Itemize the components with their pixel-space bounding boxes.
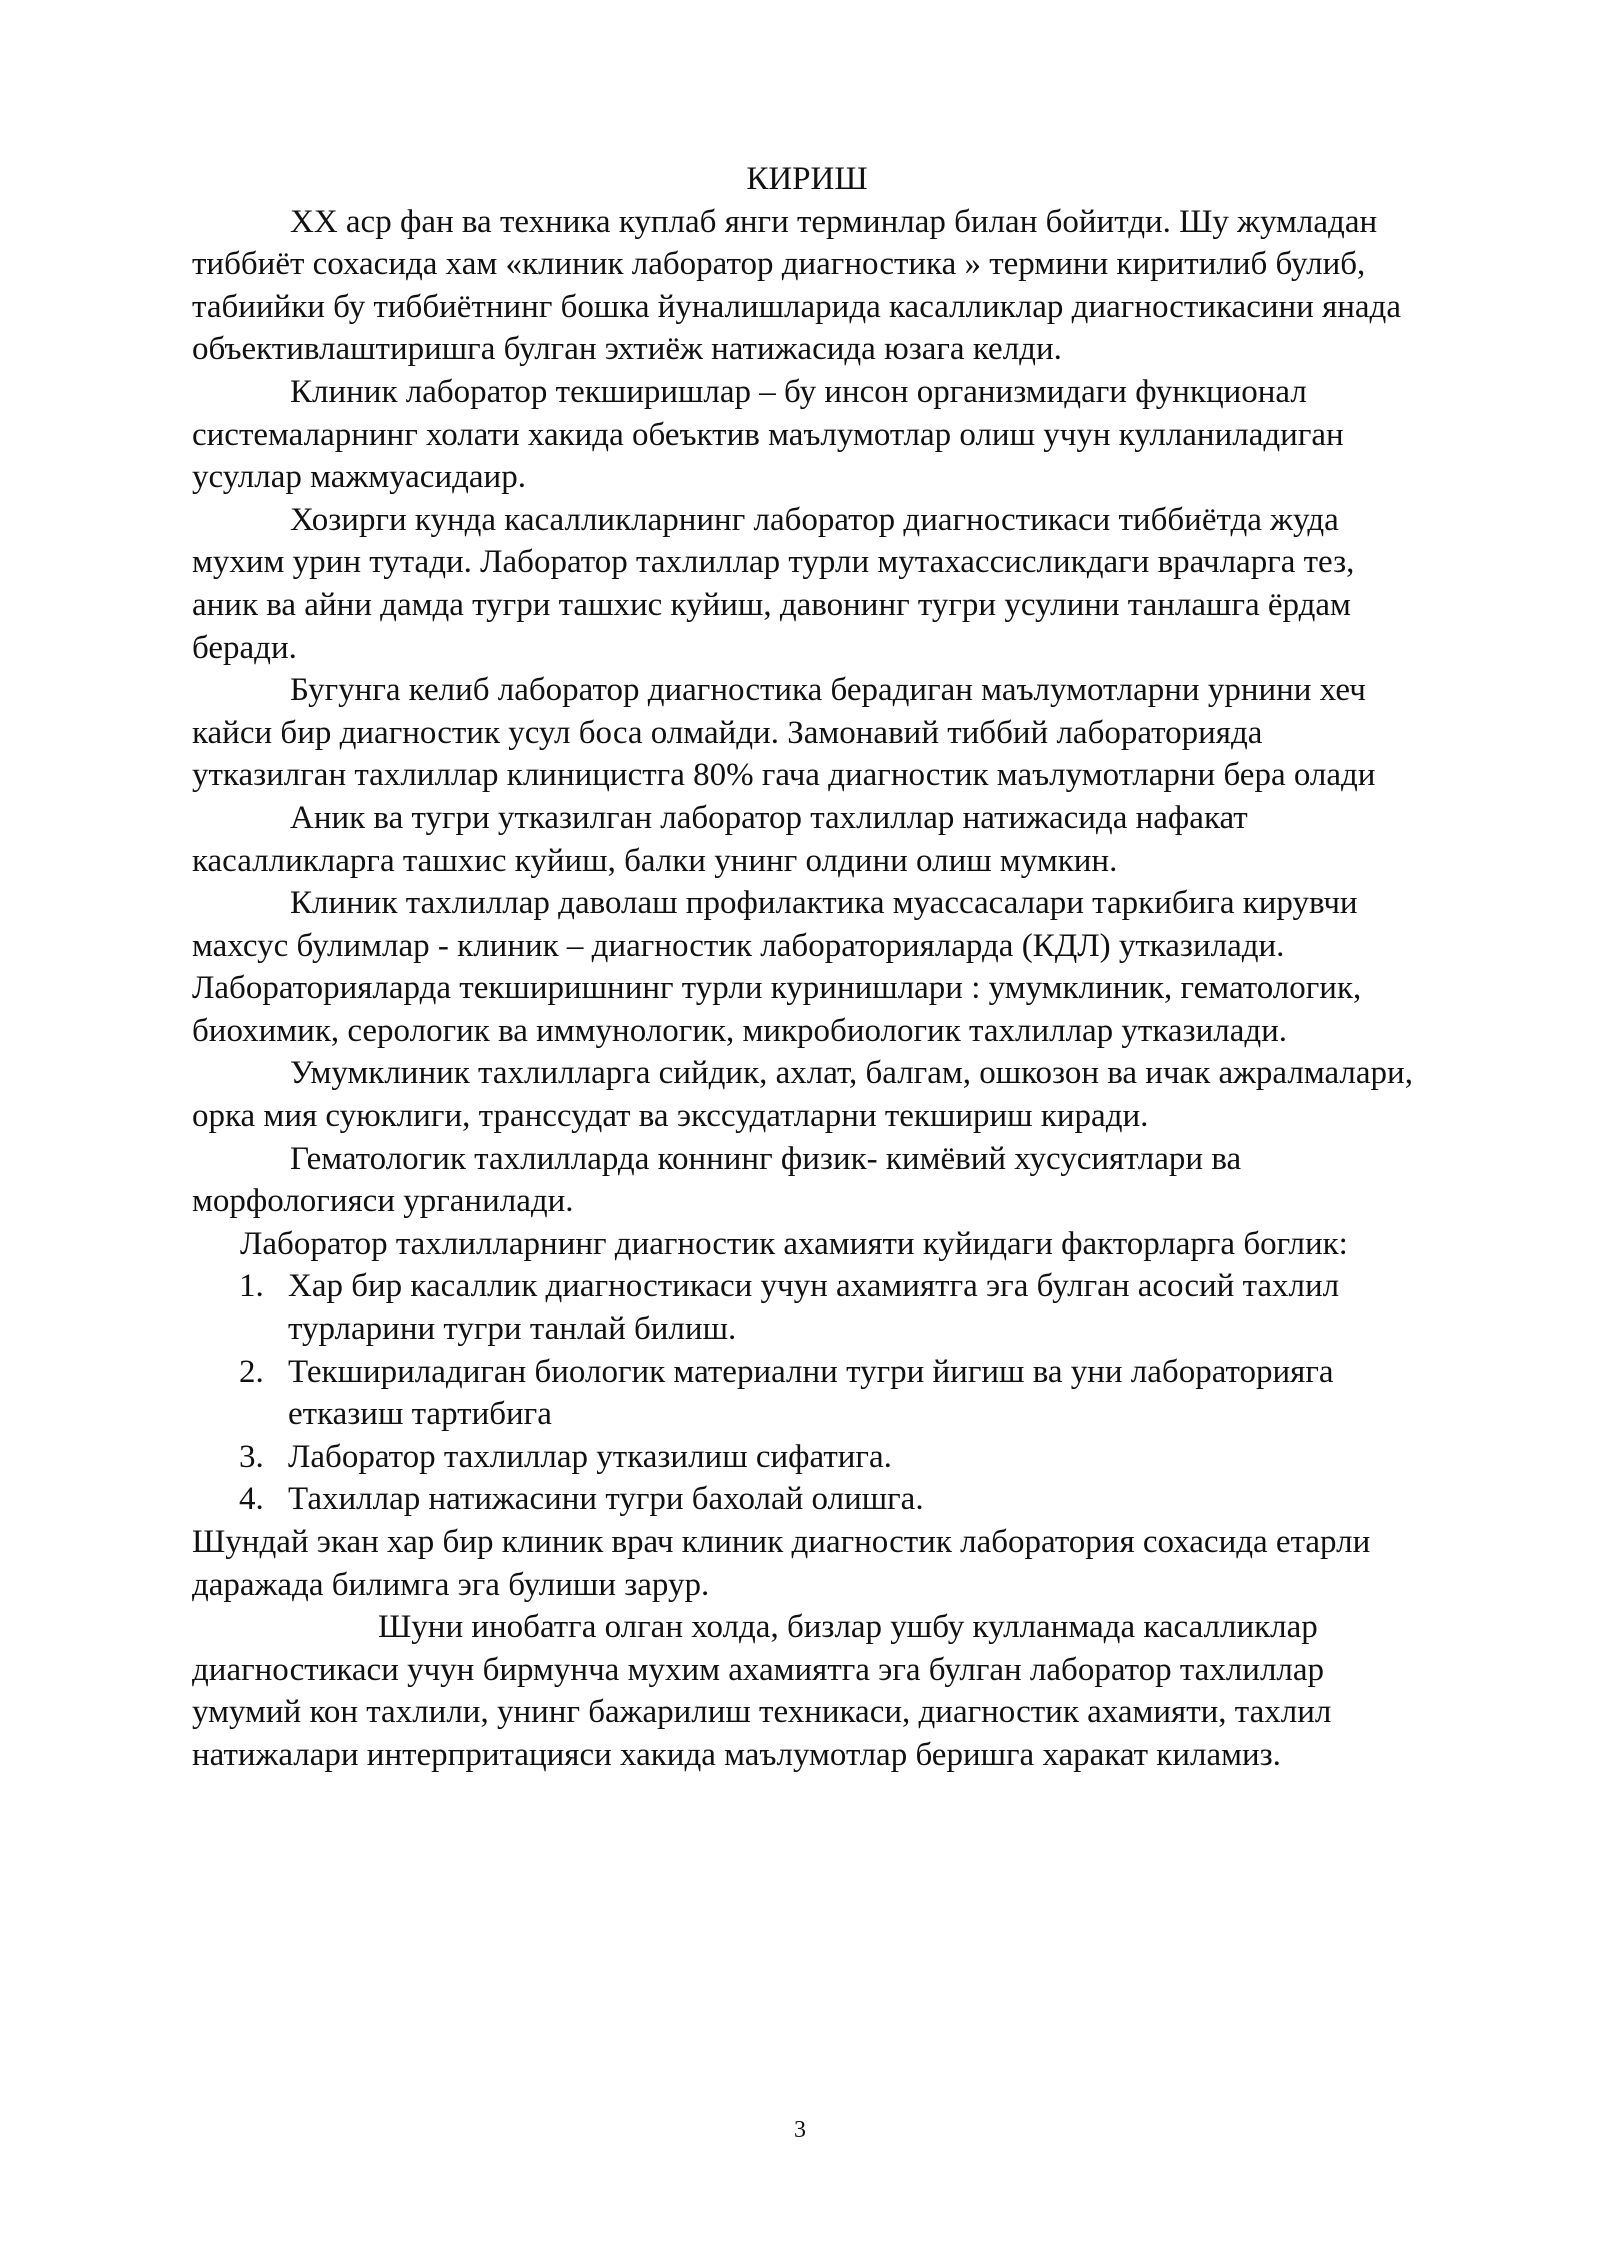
paragraph: Аник ва тугри утказилган лаборатор тахлиллар натижасида нафакат касалликларга ташхис куйиш, балки унинг олдини олиш мумкин. — [192, 799, 1248, 879]
list-number: 3. — [239, 1438, 264, 1475]
factors-intro: Лаборатор тахлилларнинг диагностик ахамияти куйидаги факторларга боглик: — [240, 1225, 1348, 1262]
final-paragraph: Шуни инобатга олган холда, бизлар ушбу кулланмада касалликлар диагностикаси учун бирмунча мухим ахамиятга эга булган лаборатор тахлиллар умумий кон тахлили, унинг бажарилиш техникаси, диагностик ахамияти, тахлил натижалари интерпритацияси хакида маълумотлар беришга харакат киламиз. — [192, 1609, 1332, 1773]
list-item-text: Текшириладиган биологик материални тугри йигиш ва уни лабораторияга етказиш тартибига — [288, 1353, 1334, 1433]
page-number: 3 — [794, 2117, 806, 2143]
list-number: 1. — [239, 1268, 264, 1305]
page-title: КИРИШ — [746, 161, 868, 197]
list-item-text: Тахиллар натижасини тугри бахолай олишга. — [288, 1481, 924, 1518]
conclusion-paragraph: Шундай экан хар бир клиник врач клиник диагностик лаборатория сохасида етарли даражада билимга эга булиши зарур. — [192, 1524, 1371, 1603]
paragraph: XX аср фан ва техника куплаб янги терминлар билан бойитди. Шу жумладан тиббиёт сохасида хам «клиник лаборатор диагностика » термини киритилиб булиб, табиийки бу тиббиётнинг бошка йуналишларида касалликлар диагностикасини янада объективлаштиришга булган эхтиёж натижасида юзага келди. — [192, 203, 1401, 368]
paragraph: Гематологик тахлилларда коннинг физик- кимёвий хусусиятлари ва морфологияси урганилади. — [192, 1140, 1242, 1220]
paragraph: Клиник лаборатор текширишлар – бу инсон организмидаги функционал системаларнинг холати хакида обеъктив маълумотлар олиш учун кулланиладиган усуллар мажмуасидаир. — [192, 373, 1344, 496]
document-body — [192, 158, 1422, 1777]
list-item — [192, 1478, 1422, 1521]
list-item-text: Лаборатор тахлиллар утказилиш сифатига. — [288, 1438, 892, 1475]
factors-list — [192, 1265, 1422, 1521]
list-number: 4. — [239, 1481, 264, 1518]
list-number: 2. — [239, 1353, 264, 1390]
list-item — [192, 1351, 1422, 1436]
paragraph: Хозирги кунда касалликларнинг лаборатор диагностикаси тиббиётда жуда мухим урин тутади. Лаборатор тахлиллар турли мутахассисликдаги врачларга тез, аник ва айни дамда тугри ташхис куйиш, давонинг тугри усулини танлашга ёрдам беради. — [192, 501, 1355, 666]
paragraph: Бугунга келиб лаборатор диагностика берадиган маълумотларни урнини хеч кайси бир диагностик усул боса олмайди. Замонавий тиббий лабораторияда утказилган тахлиллар клиницистга 80% гача диагностик маълумотларни бера олади — [192, 672, 1376, 794]
list-item — [192, 1265, 1422, 1350]
paragraph: Клиник тахлиллар даволаш профилактика муассасалари таркибига кирувчи махсус булимлар - клиник – диагностик лабораторияларда (КДЛ) утказилади. Лабораторияларда текширишнинг турли куринишлари : умумклиник, гематологик, биохимик, серологик ва иммунологик, микробиологик тахлиллар утказилади. — [192, 885, 1362, 1049]
list-item — [192, 1436, 1422, 1479]
list-item-text: Хар бир касаллик диагностикаси учун ахамиятга эга булган асосий тахлил турларини тугри танлай билиш. — [288, 1268, 1340, 1348]
paragraph: Умумклиник тахлилларга сийдик, ахлат, балгам, ошкозон ва ичак ажралмалари, орка мия суюклиги, транссудат ва экссудатларни текшириш киради. — [192, 1055, 1413, 1135]
